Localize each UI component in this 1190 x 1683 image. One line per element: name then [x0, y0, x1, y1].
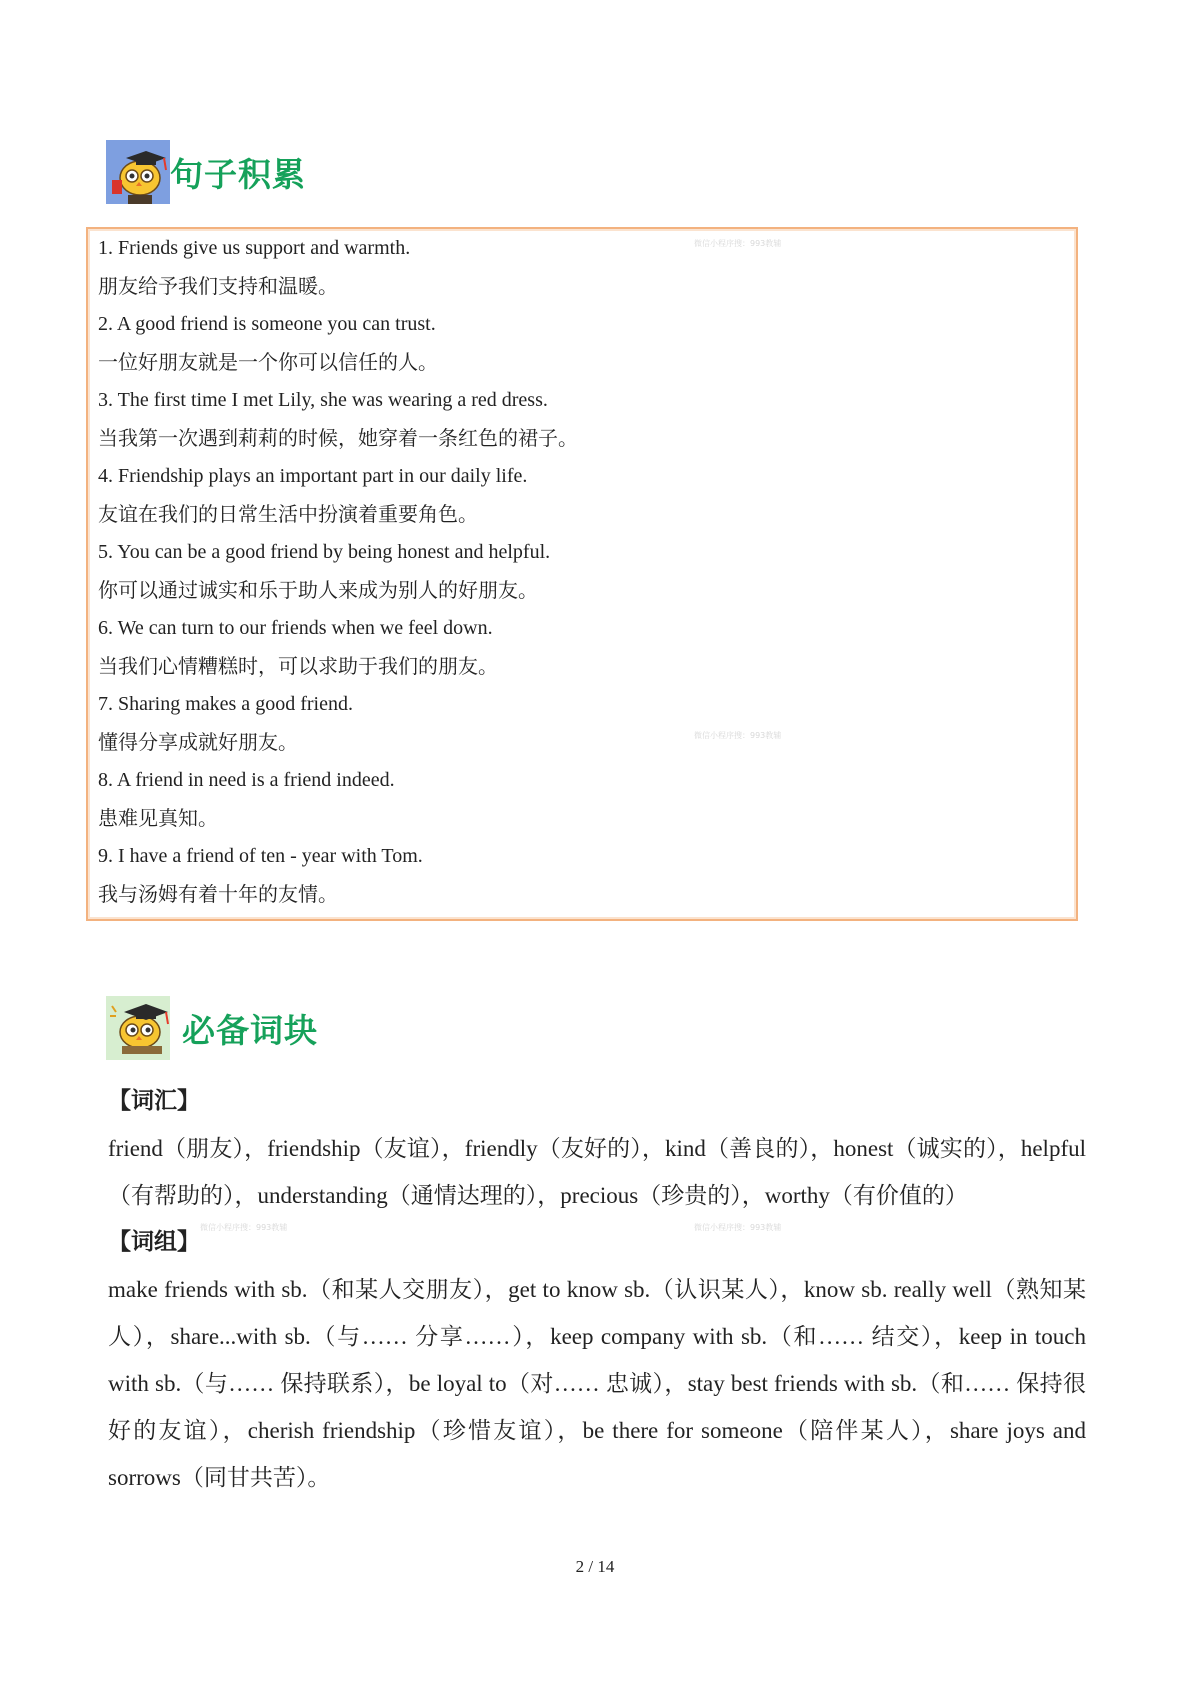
sentence-english: 6. We can turn to our friends when we feel down. — [98, 617, 493, 639]
section-title: 句子积累 — [170, 154, 306, 194]
sentence-chinese: 当我第一次遇到莉莉的时候，她穿着一条红色的裙子。 — [98, 426, 578, 450]
sentence-list-box — [86, 227, 1078, 921]
sentence-chinese: 懂得分享成就好朋友。 — [98, 730, 298, 754]
sentence-item — [98, 381, 1066, 457]
sentence-chinese: 友谊在我们的日常生活中扮演着重要角色。 — [98, 502, 478, 526]
phrase-block — [108, 1219, 1086, 1501]
section-header-chunks — [106, 996, 318, 1060]
sentence-item — [98, 457, 1066, 533]
vocab-block — [108, 1078, 1086, 1219]
section-title: 必备词块 — [182, 1010, 318, 1050]
section-header-sentences — [106, 140, 306, 204]
sentence-item — [98, 609, 1066, 685]
sentence-chinese: 朋友给予我们支持和温暖。 — [98, 274, 338, 298]
sentence-chinese: 当我们心情糟糕时，可以求助于我们的朋友。 — [98, 654, 498, 678]
sentence-chinese: 患难见真知。 — [98, 806, 218, 830]
sentence-english: 4. Friendship plays an important part in our daily life. — [98, 465, 528, 487]
watermark: 微信小程序搜：993教辅 — [694, 239, 782, 248]
owl-graduate-icon — [106, 140, 170, 204]
sentence-item — [98, 837, 1066, 913]
sentence-item — [98, 229, 1066, 305]
watermark: 微信小程序搜：993教辅 — [694, 1223, 782, 1232]
sentence-english: 3. The first time I met Lily, she was wearing a red dress. — [98, 389, 548, 411]
sentence-english: 2. A good friend is someone you can trust. — [98, 313, 436, 335]
vocab-text: friend（朋友），friendship（友谊），friendly（友好的），kind（善良的），honest（诚实的），helpful（有帮助的），understanding（通情达理的），precious（珍贵的），worthy（有价值的） — [108, 1136, 1086, 1208]
sentence-english: 8. A friend in need is a friend indeed. — [98, 769, 395, 791]
watermark: 微信小程序搜：993教辅 — [200, 1223, 288, 1232]
sentence-english: 9. I have a friend of ten - year with Tom. — [98, 845, 423, 867]
watermark: 微信小程序搜：993教辅 — [694, 731, 782, 740]
sentence-item — [98, 761, 1066, 837]
page-number: 2 / 14 — [575, 1557, 615, 1576]
owl-graduate-icon — [106, 996, 170, 1060]
phrase-heading: 【词组】 — [108, 1229, 200, 1255]
sentence-item — [98, 305, 1066, 381]
vocab-heading: 【词汇】 — [108, 1088, 200, 1114]
sentence-chinese: 一位好朋友就是一个你可以信任的人。 — [98, 350, 438, 374]
sentence-chinese: 我与汤姆有着十年的友情。 — [98, 882, 338, 906]
sentence-item — [98, 533, 1066, 609]
sentence-chinese: 你可以通过诚实和乐于助人来成为别人的好朋友。 — [98, 578, 538, 602]
sentence-english: 7. Sharing makes a good friend. — [98, 693, 353, 715]
sentence-item — [98, 685, 1066, 761]
sentence-english: 1. Friends give us support and warmth. — [98, 237, 411, 259]
sentence-english: 5. You can be a good friend by being honest and helpful. — [98, 541, 551, 563]
phrase-text: make friends with sb.（和某人交朋友），get to know sb.（认识某人），know sb. really well（熟知某人），share...with sb.（与…… 分享……），keep company with sb.（和…… 结交），keep in touch with sb.（与…… 保持联系），be loyal to（对…… 忠诚），stay best friends with sb.（和…… 保持很好的友谊），cherish friendship（珍惜友谊），be there for someone（陪伴某人），share joys and sorrows（同甘共苦）。 — [108, 1277, 1086, 1490]
